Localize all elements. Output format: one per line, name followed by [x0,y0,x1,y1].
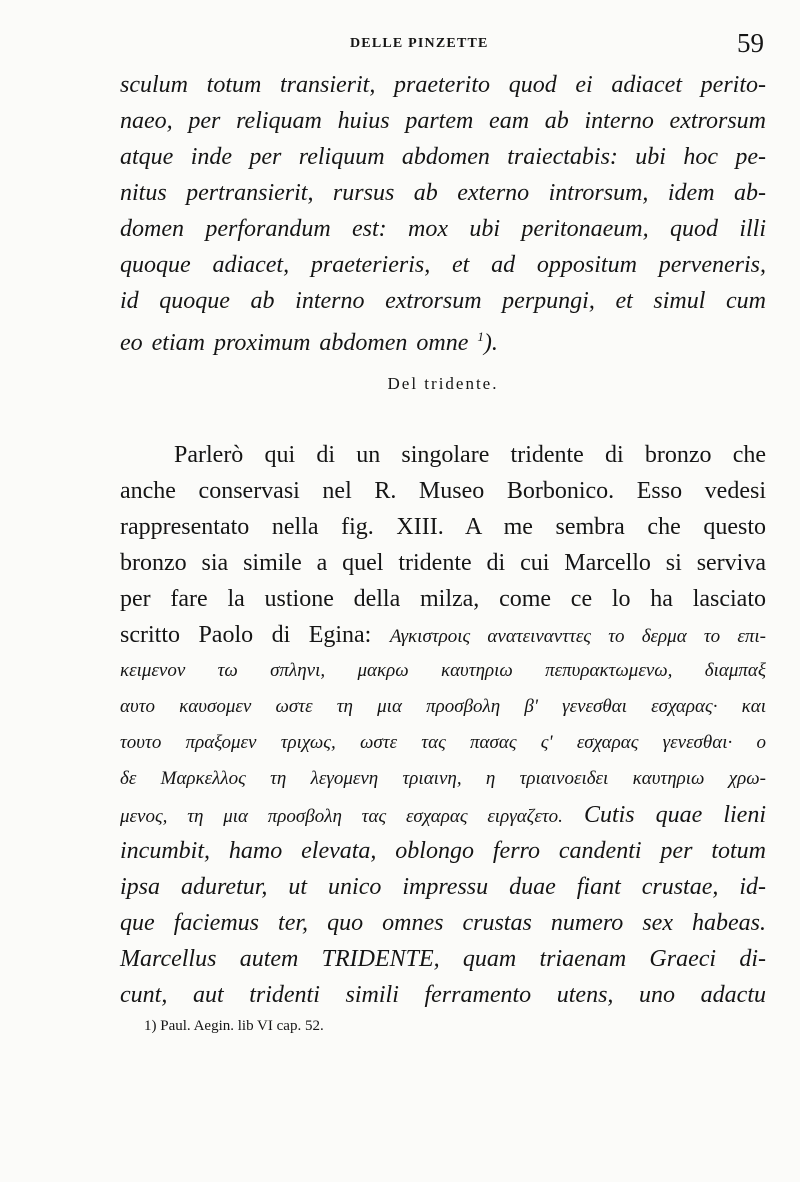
running-head [120,28,764,60]
text-line: bronzo sia simile a quel tridente di cui Marcello si serviva [120,550,766,576]
text-line: ipsa aduretur, ut unico impressu duae fiant crustae, id- [120,874,766,900]
page-number: 59 [737,28,764,58]
text-line: Parlerò qui di un singolare tridente di bronzo che [174,442,766,468]
running-title: DELLE PINZETTE [350,36,489,51]
text-line: atque inde per reliquum abdomen traiectabis: ubi hoc pe- [120,144,766,170]
paragraph-end-text: eo etiam proximum abdomen omne [120,330,469,356]
greek-text: μενος, τη μια προσβολη τας εσχαρας ειργαζετο. [120,806,563,827]
text-line: id quoque ab interno extrorsum perpungi, et simul cum [120,288,766,314]
text-line: per fare la ustione della milza, come ce lo ha lasciato [120,586,766,612]
roman-text: scritto Paolo di Egina: [120,622,372,648]
greek-line: τουτο πραξομεν τριχως, ωστε τας πασας ς' εσχαρας γενεσθαι· ο [120,732,766,753]
text-line-mixed [120,620,766,652]
text-line: que faciemus ter, quo omnes crustas numero sex habeas. [120,910,766,936]
text-line: incumbit, hamo elevata, oblongo ferro candenti per totum [120,838,766,864]
text-line-mixed [120,800,766,832]
text-line: sculum totum transierit, praeterito quod ei adiacet perito- [120,72,766,98]
footnote-marker: 1 [477,329,484,344]
text-line-last [120,322,766,358]
greek-text: Αγκιστροις ανατεινανττες το δερμα το επι- [389,626,766,647]
text-line: rappresentato nella fig. XIII. A me sembra che questo [120,514,766,540]
greek-line: δε Μαρκελλος τη λεγομενη τριαινη, η τριαινοειδει καυτηριω χρω- [120,768,766,789]
latin-text: Cutis quae lieni [583,802,766,828]
paragraph-end-punct: ). [483,330,498,356]
greek-line: κειμενον τω σπληνι, μακρω καυτηριω πεπυρακτωμενω, διαμπαξ [120,660,766,681]
text-line: cunt, aut tridenti simili ferramento utens, uno adactu [120,982,766,1008]
text-line: Marcellus autem TRIDENTE, quam triaenam Graeci di- [120,946,766,972]
text-line: anche conservasi nel R. Museo Borbonico. Esso vedesi [120,478,766,504]
text-line: quoque adiacet, praeterieris, et ad oppositum perveneris, [120,252,766,278]
greek-line: αυτο καυσομεν ωστε τη μια προσβολη β' γενεσθαι εσχαρας· και [120,696,766,717]
text-line: domen perforandum est: mox ubi peritonaeum, quod illi [120,216,766,242]
section-heading: Del tridente. [387,374,499,393]
text-line: naeo, per reliquam huius partem eam ab interno extrorsum [120,108,766,134]
text-line: nitus pertransierit, rursus ab externo introrsum, idem ab- [120,180,766,206]
footnote: 1) Paul. Aegin. lib VI cap. 52. [144,1018,324,1034]
